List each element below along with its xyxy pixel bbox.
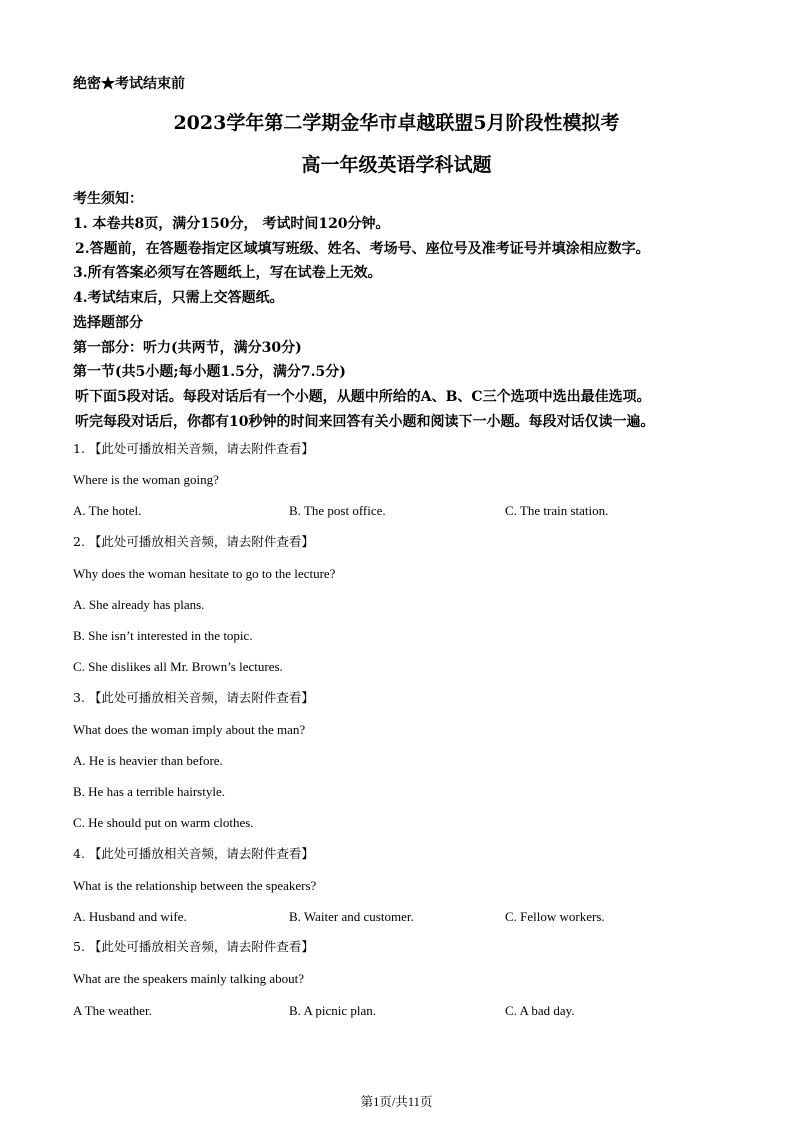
secret-label: 绝密★考试结束前 xyxy=(73,76,185,92)
question-text: What are the speakers mainly talking about? xyxy=(73,971,305,986)
directions-line: 听完每段对话后，你都有10秒钟的时间来回答有关小题和阅读下一小题。每段对话仅读一遍。 xyxy=(75,414,655,430)
option-c: C. The train station. xyxy=(505,503,609,518)
option-b: B. A picnic plan. xyxy=(289,1003,377,1018)
question-text: Why does the woman hesitate to go to the lecture? xyxy=(73,566,336,581)
question-audio-header[interactable]: 1. 【此处可播放相关音频，请去附件查看】 xyxy=(73,441,314,456)
option-a: A The weather. xyxy=(73,1003,152,1018)
option-a: A. She already has plans. xyxy=(73,597,205,612)
question-audio-header[interactable]: 4. 【此处可播放相关音频，请去附件查看】 xyxy=(73,846,314,861)
question-audio-header[interactable]: 2. 【此处可播放相关音频，请去附件查看】 xyxy=(73,534,314,549)
exam-subtitle: 高一年级英语学科试题 xyxy=(301,154,492,176)
directions-line: 听下面5段对话。每段对话后有一个小题，从题中所给的A、B、C三个选项中选出最佳选项。 xyxy=(75,389,651,405)
option-c: C. She dislikes all Mr. Brown’s lectures. xyxy=(73,659,283,674)
option-b: B. The post office. xyxy=(289,503,386,518)
instruction-item: 2.答题前，在答题卷指定区域填写班级、姓名、考场号、座位号及准考证号并填涂相应数字。 xyxy=(75,241,650,257)
option-a: A. The hotel. xyxy=(73,503,142,518)
option-c: C. A bad day. xyxy=(505,1003,575,1018)
part-label: 选择题部分 xyxy=(73,315,143,331)
question-audio-header[interactable]: 5. 【此处可播放相关音频，请去附件查看】 xyxy=(73,939,314,954)
exam-title: 2023学年第二学期金华市卓越联盟5月阶段性模拟考 xyxy=(173,112,620,134)
option-b: B. Waiter and customer. xyxy=(289,909,414,924)
option-a: A. Husband and wife. xyxy=(73,909,187,924)
instruction-item: 4.考试结束后，只需上交答题纸。 xyxy=(73,290,284,306)
option-a: A. He is heavier than before. xyxy=(73,753,223,768)
part-one-heading: 第一部分：听力(共两节，满分30分) xyxy=(73,340,302,356)
question-audio-header[interactable]: 3. 【此处可播放相关音频，请去附件查看】 xyxy=(73,690,314,705)
option-b: B. He has a terrible hairstyle. xyxy=(73,784,225,799)
instructions-heading: 考生须知： xyxy=(73,191,143,207)
instruction-item: 3.所有答案必须写在答题纸上，写在试卷上无效。 xyxy=(73,265,382,281)
question-text: What does the woman imply about the man? xyxy=(73,722,306,737)
question-text: What is the relationship between the speakers? xyxy=(73,878,317,893)
page-number: 第1页/共11页 xyxy=(360,1095,433,1109)
instruction-item: 1. 本卷共8页，满分150分， 考试时间120分钟。 xyxy=(73,216,390,232)
option-b: B. She isn’t interested in the topic. xyxy=(73,628,253,643)
section-one-heading: 第一节(共5小题;每小题1.5分，满分7.5分) xyxy=(73,364,346,380)
option-c: C. He should put on warm clothes. xyxy=(73,815,254,830)
option-c: C. Fellow workers. xyxy=(505,909,605,924)
question-text: Where is the woman going? xyxy=(73,472,219,487)
